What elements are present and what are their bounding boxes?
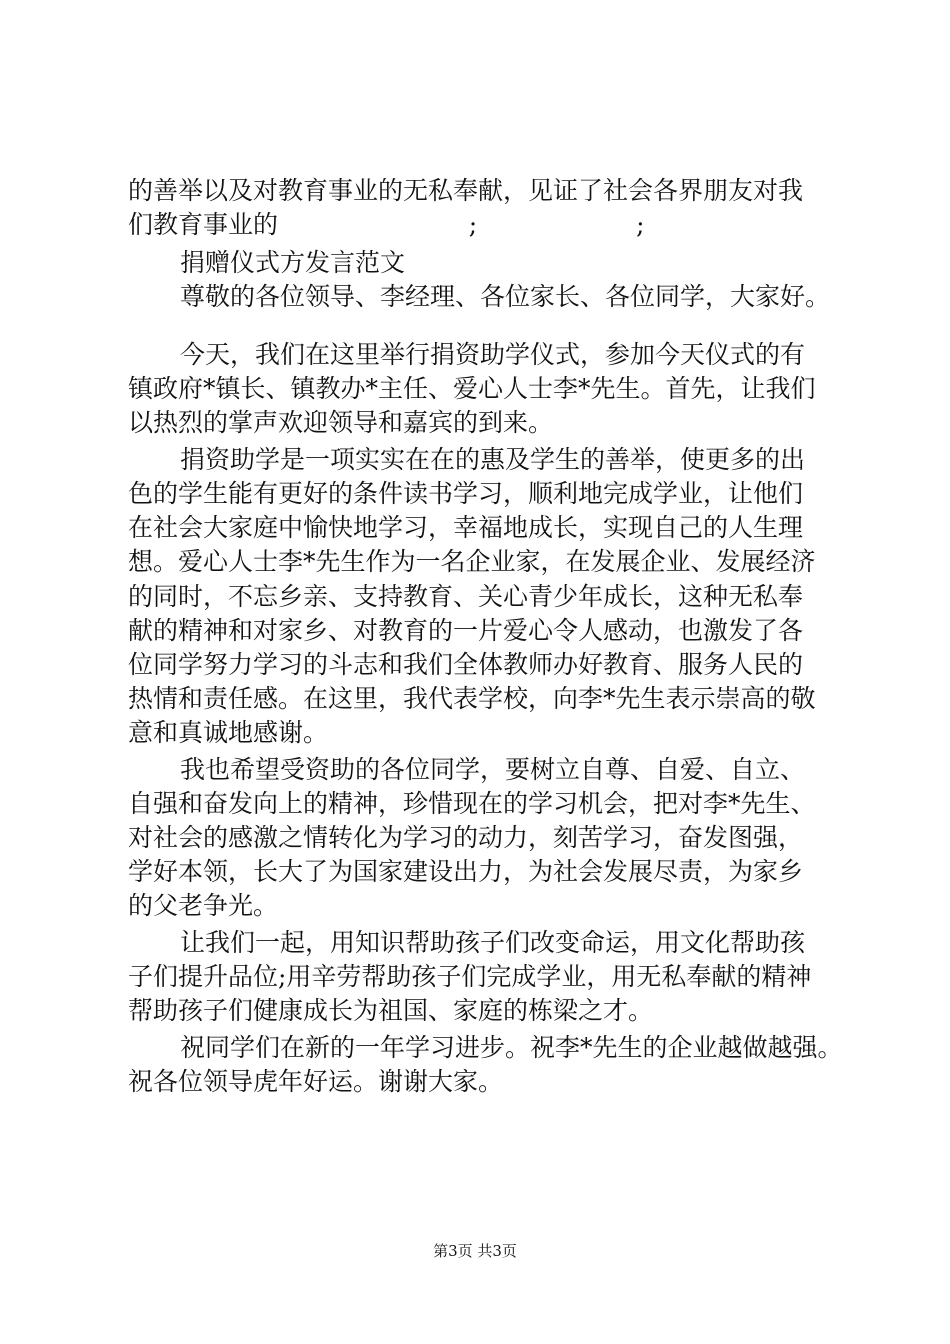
text-line: 的父老争光。 (128, 891, 279, 920)
text-line: 自强和奋发向上的精神，珍惜现在的学习机会，把对李*先生、 (128, 789, 816, 818)
text-line: 学好本领，长大了为国家建设出力，为社会发展尽责，为家乡 (128, 857, 804, 886)
text-line: 今天，我们在这里举行捐资助学仪式，参加今天仪式的有 (180, 340, 806, 369)
text-line: 的善举以及对教育事业的无私奉献，见证了社会各界朋友对我 (128, 176, 804, 205)
text-line: 我也希望受资助的各位同学，要树立自尊、自爱、自立、 (180, 755, 806, 784)
text-line: 祝同学们在新的一年学习进步。祝李*先生的企业越做越强。 (180, 1033, 843, 1062)
text-line: 位同学努力学习的斗志和我们全体教师办好教育、服务人民的 (128, 650, 804, 679)
text-line: 的同时，不忘乡亲、支持教育、关心青少年成长，这种无私奉 (128, 582, 804, 611)
text-line: 献的精神和对家乡、对教育的一片爱心令人感动，也激发了各 (128, 616, 804, 645)
text-line: 尊敬的各位领导、李经理、各位家长、各位同学，大家好。 (180, 282, 831, 311)
text-line: 子们提升品位;用辛劳帮助孩子们完成学业，用无私奉献的精神 (128, 962, 812, 991)
text-line: 们教育事业的 ; ; (128, 210, 645, 239)
text-line: 想。爱心人士李*先生作为一名企业家，在发展企业、发展经济 (128, 547, 816, 576)
text-line: 镇政府*镇长、镇教办*主任、爱心人士李*先生。首先，让我们 (128, 374, 816, 403)
text-line: 热情和责任感。在这里，我代表学校，向李*先生表示崇高的敬 (128, 684, 816, 713)
text-line: 让我们一起，用知识帮助孩子们改变命运，用文化帮助孩 (180, 928, 806, 957)
text-line: 捐资助学是一项实实在在的惠及学生的善举，使更多的出 (180, 445, 806, 474)
text-line: 对社会的感激之情转化为学习的动力，刻苦学习，奋发图强， (128, 823, 804, 852)
text-line: 以热烈的掌声欢迎领导和嘉宾的到来。 (128, 408, 554, 437)
text-line: 帮助孩子们健康成长为祖国、家庭的栋梁之才。 (128, 996, 654, 1025)
text-line: 意和真诚地感谢。 (128, 718, 329, 747)
page-footer: 第3页 共3页 (433, 1242, 517, 1260)
text-line: 捐赠仪式方发言范文 (180, 248, 406, 277)
text-line: 祝各位领导虎年好运。谢谢大家。 (128, 1067, 504, 1096)
text-line: 色的学生能有更好的条件读书学习，顺利地完成学业，让他们 (128, 479, 804, 508)
text-line: 在社会大家庭中愉快地学习，幸福地成长，实现自己的人生理 (128, 513, 804, 542)
